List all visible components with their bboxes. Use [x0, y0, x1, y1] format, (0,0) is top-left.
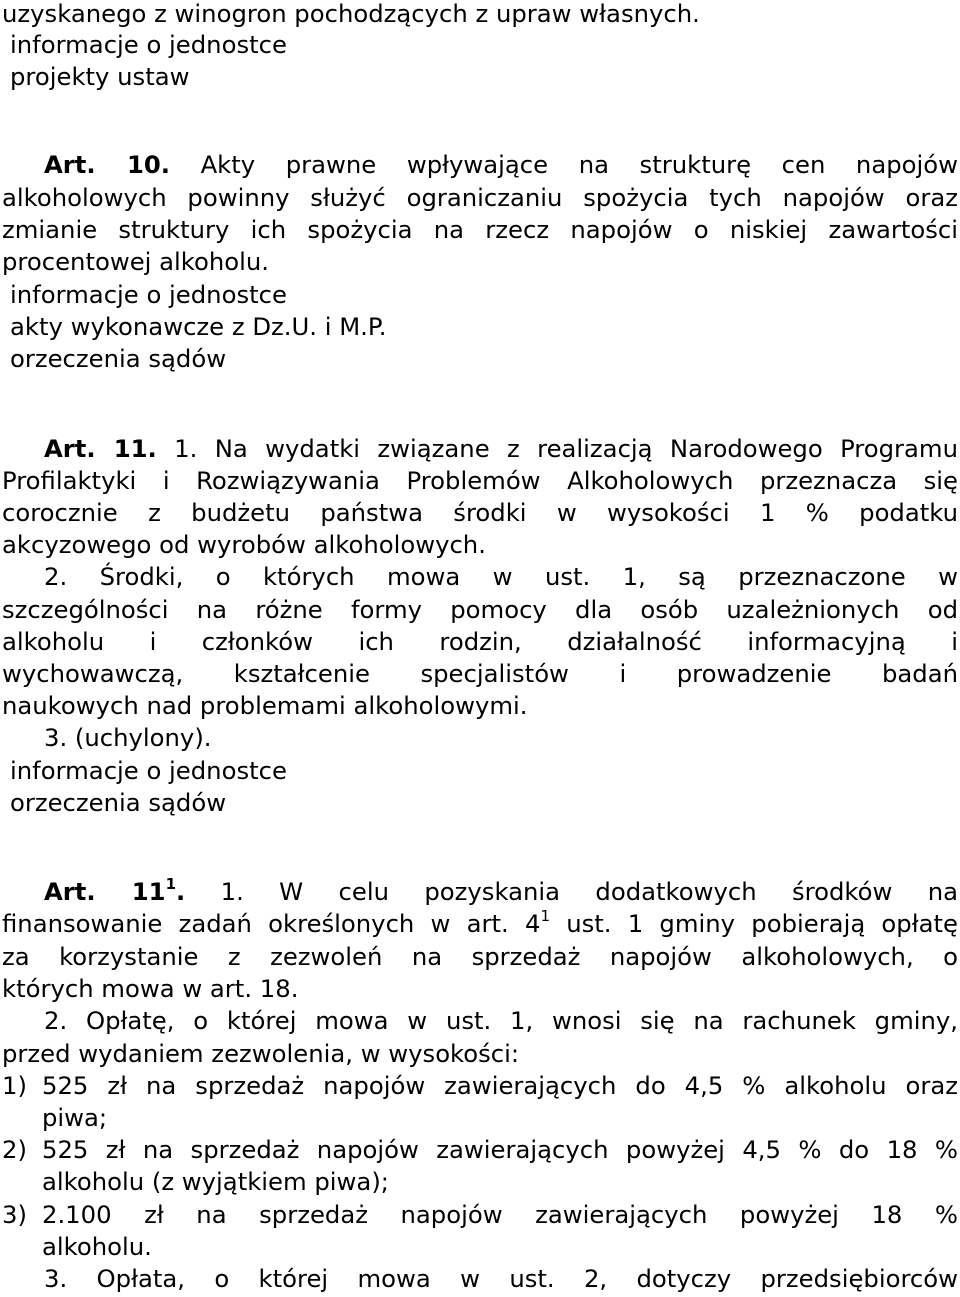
list-item-1-line-2: piwa; [42, 1103, 108, 1132]
article-10-heading: Art. 10. [44, 150, 170, 179]
article-11-1-line-3: za korzystanie z zezwoleń na sprzedaż napojów alkoholowych, o [2, 942, 958, 971]
article-10-line-1: Art. 10. Akty prawne wpływające na strukturę cen napojów [44, 150, 958, 179]
link-orzeczenia-sadow[interactable]: orzeczenia sądów [10, 788, 227, 817]
article-11-heading: Art. 11. [44, 434, 157, 463]
list-item-3-line-2: alkoholu. [42, 1232, 152, 1261]
article-11-line-6: szczególności na różne formy pomocy dla osób uzależnionych od [2, 595, 958, 624]
list-item-2-line-1: 525 zł na sprzedaż napojów zawierających powyżej 4,5 % do 18 % [42, 1135, 958, 1164]
article-11-line-3: corocznie z budżetu państwa środki w wysokości 1 % podatku [2, 498, 958, 527]
link-projekty-ustaw[interactable]: projekty ustaw [10, 62, 190, 91]
list-item-3-line-1: 2.100 zł na sprzedaż napojów zawierających powyżej 18 % [42, 1200, 958, 1229]
article-11-1-line-6: przed wydaniem zezwolenia, w wysokości: [2, 1039, 520, 1068]
article-11-1-heading: Art. $11^1$. [44, 874, 186, 906]
article-11-1-line-5: 2. Opłatę, o której mowa w ust. 1, wnosi się na rachunek gminy, [44, 1006, 958, 1035]
link-orzeczenia-sadow[interactable]: orzeczenia sądów [10, 344, 227, 373]
article-11-1-line-2: finansowanie zadań określonych w art. $4^1$ ust. 1 gminy pobierają opłatę [2, 906, 958, 938]
link-informacje-o-jednostce[interactable]: informacje o jednostce [10, 280, 287, 309]
article-10-line-4: procentowej alkoholu. [2, 247, 269, 276]
article-11-line-8: wychowawczą, kształcenie specjalistów i prowadzenie badań [2, 659, 958, 688]
article-11-line-4: akcyzowego od wyrobów alkoholowych. [2, 530, 486, 559]
list-item-1-line-1: 525 zł na sprzedaż napojów zawierających do 4,5 % alkoholu oraz [42, 1071, 958, 1100]
article-11-1-line-1: Art. $11^1$. 1. W celu pozyskania dodatkowych środków na [44, 874, 958, 906]
link-informacje-o-jednostce[interactable]: informacje o jednostce [10, 30, 287, 59]
list-item-2-line-2: alkoholu (z wyjątkiem piwa); [42, 1167, 389, 1196]
article-11-line-1: Art. 11. 1. Na wydatki związane z realizacją Narodowego Programu [44, 434, 958, 463]
article-10-line-3: zmianie struktury ich spożycia na rzecz napojów o niskiej zawartości [2, 215, 958, 244]
text-line: uzyskanego z winogron pochodzących z upraw własnych. [2, 0, 700, 28]
article-11-line-7: alkoholu i członków ich rodzin, działalność informacyjną i [2, 627, 958, 656]
article-11-1-line-4: których mowa w art. 18. [2, 974, 299, 1003]
link-akty-wykonawcze[interactable]: akty wykonawcze z Dz.U. i M.P. [10, 312, 387, 341]
article-11-line-10: 3. (uchylony). [44, 723, 212, 752]
link-informacje-o-jednostce[interactable]: informacje o jednostce [10, 756, 287, 785]
article-11-line-2: Profilaktyki i Rozwiązywania Problemów Alkoholowych przeznacza się [2, 466, 958, 495]
article-11-line-5: 2. Środki, o których mowa w ust. 1, są przeznaczone w [44, 562, 958, 591]
list-item-number: 3) [2, 1200, 27, 1229]
article-11-1-line-last: 3. Opłata, o której mowa w ust. 2, dotyczy przedsiębiorców [44, 1264, 958, 1293]
list-item-number: 2) [2, 1135, 27, 1164]
list-item-number: 1) [2, 1071, 27, 1100]
article-11-line-9: naukowych nad problemami alkoholowymi. [2, 691, 528, 720]
article-10-line-2: alkoholowych powinny służyć ograniczaniu spożycia tych napojów oraz [2, 183, 958, 212]
